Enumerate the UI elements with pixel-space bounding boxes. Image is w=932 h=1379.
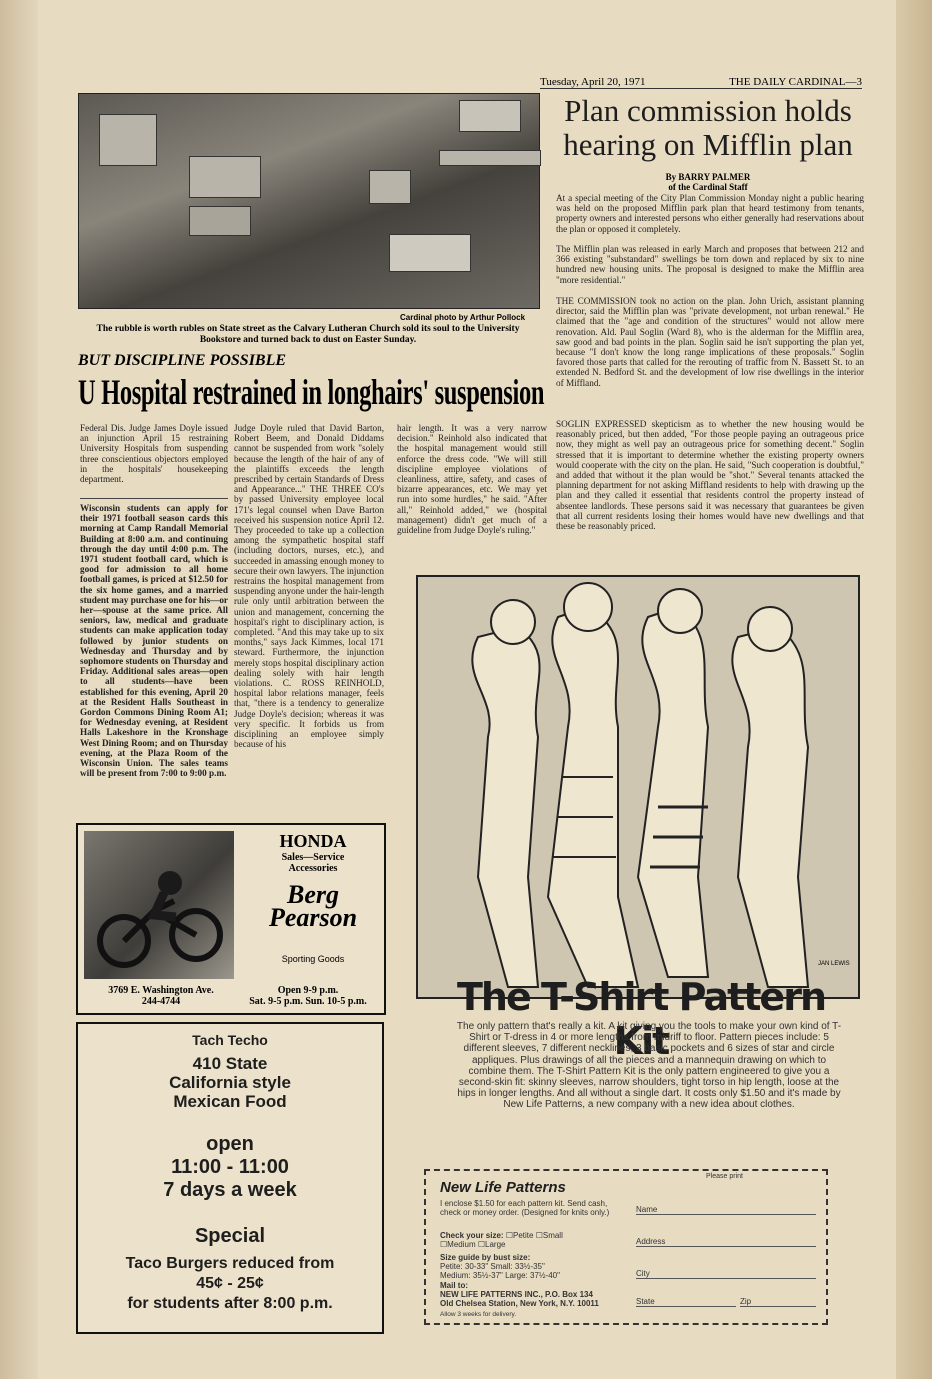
honda-brand: HONDA	[279, 831, 347, 851]
mifflin-p2: The Mifflin plan was released in early March and proposes that between 212 and 366 existing "substandard" swellings be torn down and replaced by six to nine hundred new housing units. The proposal is designed to make the Mifflin area "more residential."	[556, 244, 864, 285]
taco-style2: Mexican Food	[173, 1092, 287, 1111]
dealer-name-2: Pearson	[268, 903, 358, 932]
taco-style1: California style	[169, 1073, 291, 1092]
checkbox-large[interactable]: ☐	[477, 1240, 486, 1249]
name-field-label: Name	[636, 1205, 658, 1214]
size-petite-label: Petite	[512, 1231, 534, 1240]
taco-offer1: Taco Burgers reduced from	[125, 1255, 335, 1272]
check-size-label: Check your size:	[440, 1231, 504, 1240]
hospital-col2: Judge Doyle ruled that David Barton, Robert Beem, and Donald Diddams cannot be suspended from work "solely because the length of the hair of any of the plaintiffs exceeds the length prescribed by certain Standards of Dress and Appearance..." THE THREE CO's by passed University employee local 171's legal counsel when Dave Barton received his suspension notice April 12. They proceeded to take up a collection among the sympathetic hospital staff (including doctors, nurses, etc.), and succeeded in amassing enough money to secure their own lawyers. The injunction restrains the hospital management from suspending anyone under the hair-length rule only until arbitration between the union and management, concerning the hospital's right to disciplinary action, is completed. "And this may take up to six months," says Jack Kimmes, local 171 steward. Furthermore, the injunction merely stops hospital disciplinary action dealing solely with hair length violations. C. ROSS REINHOLD, hospital labor relations manager, feels that, "there is a tendency to generalize Judge Doyle's decision; whereas it was very specific. It forbids us from disciplining an employee simply because of his	[234, 423, 384, 750]
header-date: Tuesday, April 20, 1971	[540, 76, 646, 88]
dealer-name-1: Berg	[287, 880, 339, 909]
coupon-brand: New Life Patterns	[440, 1179, 566, 1196]
honda-line1: Sales—Service	[281, 852, 345, 863]
hospital-col1: Federal Dis. Judge James Doyle issued an injunction April 15 restraining University Hospitals from suspending three conscientious objectors employed in the hospitals' housekeeping department.	[80, 423, 228, 485]
size-large-label: Large	[485, 1240, 506, 1249]
tshirt-title: The T-Shirt Pattern Kit	[456, 975, 826, 1063]
mifflin-p3: THE COMMISSION took no action on the plan. John Urich, assistant planning director, said the Mifflin plan was "private development, not urban renewal." He claimed that the "age and condition of the structures" would not allow mere renovation. Ald. Paul Soglin (Ward 8), who is the alderman for the Mifflin area, saw good and bad points in the plan. Soglin said he isn't supporting the plan yet, because "I don't know the long range implications of these proposals." Soglin favored those parts that called for the rerouting of traffic from N. Bassett St. to an extended N. Bedford St. and the development of low rise dwellings in the interior of Miffland.	[556, 296, 864, 388]
artist-signature: JAN LEWIS	[818, 961, 850, 967]
taco-open: open	[206, 1133, 254, 1155]
state-field[interactable]	[636, 1297, 736, 1307]
fashion-illustration	[416, 575, 860, 999]
taco-ad	[76, 1022, 384, 1334]
size-small-label: Small	[542, 1231, 563, 1240]
hospital-headline: U Hospital restrained in longhairs' suspension	[78, 372, 545, 412]
zip-field-label: Zip	[740, 1297, 752, 1306]
mifflin-headline: Plan commission holds hearing on Mifflin plan	[563, 93, 853, 162]
checkbox-petite[interactable]: ☐	[505, 1231, 513, 1240]
address-field-label: Address	[636, 1237, 666, 1246]
page-header	[540, 76, 862, 89]
honda-line2: Accessories	[288, 863, 338, 874]
mail-to-label: Mail to:	[440, 1281, 468, 1290]
taco-hours: 11:00 - 11:00	[171, 1156, 289, 1178]
taco-name: Tach Techo	[192, 1032, 268, 1048]
header-paper-name: THE DAILY CARDINAL—3	[729, 76, 862, 88]
construction-photo	[78, 93, 540, 309]
byline-staff: of the Cardinal Staff	[668, 182, 748, 192]
honda-address: 3769 E. Washington Ave.	[108, 985, 214, 996]
please-print: Please print	[706, 1173, 743, 1180]
page-stack-edge	[896, 0, 932, 1379]
state-field-label: State	[636, 1297, 655, 1306]
honda-phone: 244-4744	[141, 996, 181, 1007]
mail-line-2: Old Chelsea Station, New York, N.Y. 10011	[440, 1299, 599, 1308]
zip-field[interactable]	[740, 1297, 816, 1307]
delivery-note: Allow 3 weeks for delivery.	[440, 1311, 517, 1318]
address-field[interactable]	[636, 1237, 816, 1247]
checkbox-small[interactable]: ☐	[535, 1231, 543, 1240]
checkbox-medium[interactable]: ☐	[440, 1240, 448, 1249]
coupon-enclose: I enclose $1.50 for each pattern kit. Send cash, check or money order. (Designed for knits only.)	[440, 1199, 610, 1217]
page-binding-edge	[0, 0, 38, 1379]
mail-line-1: NEW LIFE PATTERNS INC., P.O. Box 134	[440, 1290, 593, 1299]
size-checkboxes	[440, 1231, 620, 1249]
city-field-label: City	[636, 1269, 650, 1278]
taco-addr: 410 State	[192, 1054, 268, 1073]
size-guide-2: Medium: 35½-37" Large: 37½-40"	[440, 1271, 560, 1280]
tshirt-pattern-ad	[414, 573, 870, 1335]
motorcycle-photo	[84, 831, 234, 979]
size-guide-1: Petite: 30-33" Small: 33½-35"	[440, 1262, 545, 1271]
tshirt-copy: The only pattern that's really a kit. A kit giving you the tools to make your own kind of T-Shirt or T-dress in 4 or more lengths from midriff to floor. Pattern pieces include: 5 different sleeves, 7 different necklines, 3 basic pockets and 6 sizes of star and circle appliques. Plus drawings of all the pieces and a mannequin drawing on which to combine them. The T-Shirt Pattern Kit is the only pattern engineered to give you a second-skin fit: skinny sleeves, narrow shoulders, tight torso in hip length, loose at the hips in longer lengths. And all without a single dart. It costs only $1.50 and it's made by New Life Patterns, a new company with a new idea about clothes.	[456, 1021, 842, 1111]
mifflin-byline	[548, 172, 868, 192]
taco-days: 7 days a week	[163, 1179, 297, 1201]
name-field[interactable]	[636, 1205, 816, 1215]
byline-author: By BARRY PALMER	[665, 172, 751, 182]
city-field[interactable]	[636, 1269, 816, 1279]
order-coupon	[424, 1169, 828, 1325]
taco-special: Special	[194, 1225, 266, 1247]
photo-credit: Cardinal photo by Arthur Pollock	[400, 313, 526, 322]
honda-goods: Sporting Goods	[281, 954, 345, 964]
honda-hours1: Open 9-9 p.m.	[277, 985, 339, 996]
hospital-col3: hair length. It was a very narrow decision." Reinhold also indicated that the hospital management would still enforce the dress code. "We will still discipline employee violations of cleanliness, attire, safety, and cases of bizarre appearances, etc. We may yet run into some hurdles," he said. "After all," Reinhold added," we (hospital management) didn't get much of a guideline from Judge Doyle's ruling."	[397, 423, 547, 536]
taco-offer3: for students after 8:00 p.m.	[127, 1295, 333, 1312]
column-rule	[80, 498, 228, 499]
size-medium-label: Medium	[447, 1240, 476, 1249]
mifflin-p4: SOGLIN EXPRESSED skepticism as to whether the new housing would be reasonably priced, but then added, "For those people paying an outrageous price now, they might as well pay an outrageous price for something decent." Soglin stressed that it is important to determine whether the existing property owners would cooperate with the city on the plan. He said, "Such cooperation is doubtful," and added that without it the plan would be "shot." Several tenants attacked the planning department for not asking Miffland residents to help with drawing up the plan and they called it essential that residents control the property instead of absentee landlords. These persons said it was necessary that guarantees be given that all current residents losing their homes would have new dwellings and that these be reasonably priced.	[556, 419, 864, 532]
football-notice: Wisconsin students can apply for their 1971 football season cards this morning at Camp Randall Memorial Building at 8:00 a.m. and continuing through the day until 4:00 p.m. The 1971 student football card, which is good for admission to all home football games, is priced at $12.50 for the six home games, and a married student may purchase one for his—or her—spouse at the same price. All seniors, law, medical and graduate students can make application today followed by junior students on Wednesday and Thursday and by sophomore students on Thursday and Friday. Additional sales areas—open to all students—have been established for this evening, April 20 at the Resident Halls Southeast in Gordon Commons Dining Room A1; for Wednesday evening, at Resident Halls Lakeshore in the Kronshage West Dining Room; and on Thursday evening, at the Plaza Room of the Wisconsin Union. The sales teams will be present from 7:00 to 9:00 p.m.	[80, 503, 228, 779]
taco-offer2: 45¢ - 25¢	[196, 1275, 264, 1292]
size-guide-label: Size guide by bust size:	[440, 1253, 531, 1262]
honda-hours2: Sat. 9-5 p.m. Sun. 10-5 p.m.	[249, 996, 367, 1007]
honda-ad	[76, 823, 386, 1015]
mifflin-p1: At a special meeting of the City Plan Commission Monday night a public hearing was held on the proposed Mifflin park plan that heard testimony from tenants, property owners and interested persons who either generally had reservations about the plan or opposed it completely.	[556, 193, 864, 234]
hospital-kicker: BUT DISCIPLINE POSSIBLE	[78, 352, 287, 369]
photo-caption: The rubble is worth rubles on State street as the Calvary Lutheran Church sold its soul to the University Bookstore and turned back to dust on Easter Sunday.	[96, 324, 520, 345]
